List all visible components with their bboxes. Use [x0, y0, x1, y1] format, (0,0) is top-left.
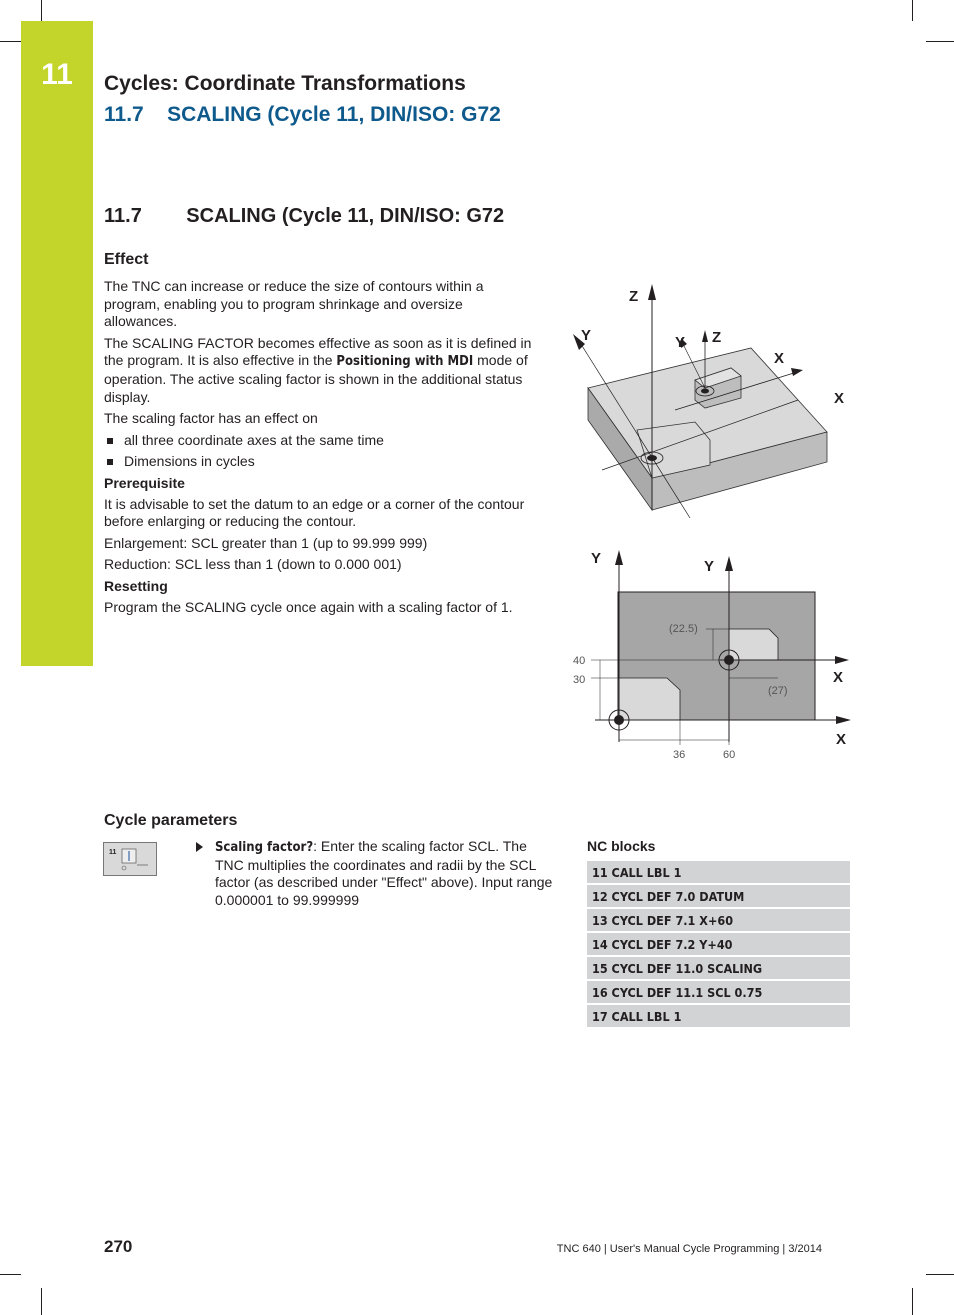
nc-block-row: [587, 980, 850, 1004]
running-header: [104, 103, 501, 127]
dimension-label: 36: [673, 749, 686, 761]
dimension-label: 40: [573, 655, 586, 667]
chapter-tab: [21, 21, 93, 666]
section-number: 11.7: [104, 205, 142, 227]
dimension-label: 60: [723, 749, 736, 761]
parameter-name: Scaling factor?: [215, 840, 314, 855]
effect-body: [104, 278, 534, 620]
crop-mark: [912, 0, 913, 21]
mdi-mode-term: Positioning with MDI: [336, 354, 474, 370]
nc-block-row: [587, 1004, 850, 1028]
nc-block: 16 CYCL DEF 11.1 SCL 0.75: [587, 980, 850, 1004]
2d-scaling-diagram: [591, 550, 851, 748]
3d-axis-label: X: [774, 350, 785, 367]
bullet-arrow-icon: [196, 842, 203, 852]
page-number: 270: [104, 1237, 133, 1256]
effect-heading: Effect: [104, 251, 149, 268]
crop-mark: [41, 0, 42, 21]
reduction-text: Reduction: SCL less than 1 (down to 0.000 001): [104, 556, 402, 573]
bullet-item: all three coordinate axes at the same time: [104, 432, 534, 450]
effect-paragraph-2-end: mode of operation. The active scaling factor is shown in the additional status display.: [104, 352, 528, 405]
nc-block-row: [587, 861, 850, 884]
running-header-text: SCALING (Cycle 11, DIN/ISO: G72: [167, 103, 501, 126]
nc-block-row: [587, 956, 850, 980]
dimension-label: (22.5): [669, 623, 698, 635]
crop-mark: [41, 1288, 42, 1315]
3d-axis-label: X: [834, 390, 845, 407]
scaling-factor-parameter: [196, 838, 556, 909]
3d-block-drawing: [573, 284, 844, 518]
nc-block: 12 CYCL DEF 7.0 DATUM: [587, 884, 850, 908]
2d-axis-label: Y: [704, 558, 715, 575]
scaling-icon: [104, 843, 156, 875]
3d-axis-label: Y: [581, 327, 592, 344]
crop-mark: [0, 1274, 21, 1275]
2d-axis-label: Y: [591, 550, 602, 567]
crop-mark: [912, 1288, 913, 1315]
nc-block-row: [587, 908, 850, 932]
bullet-item: Dimensions in cycles: [104, 453, 534, 471]
nc-block: 14 CYCL DEF 7.2 Y+40: [587, 932, 850, 956]
effect-paragraph-3: The scaling factor has an effect on: [104, 410, 318, 427]
nc-block: 11 CALL LBL 1: [587, 861, 850, 884]
parameter-description: : Enter the scaling factor SCL. The TNC multiplies the coordinates and radii by the SCL factor (as described under "Effect" above). Input range 0.000001 to 99.999999: [215, 838, 553, 908]
nc-block: 17 CALL LBL 1: [587, 1004, 850, 1028]
footer-text: TNC 640 | User's Manual Cycle Programming | 3/2014: [556, 1243, 822, 1255]
nc-blocks-table: [587, 861, 850, 1029]
resetting-heading: Resetting: [104, 577, 168, 594]
chapter-title: Cycles: Coordinate Transformations: [104, 72, 466, 95]
effect-paragraph-2: [104, 335, 534, 406]
effect-paragraph-1: The TNC can increase or reduce the size of contours within a program, enabling you to program shrinkage and oversize allowances.: [104, 278, 484, 330]
section-title-text: SCALING (Cycle 11, DIN/ISO: G72: [186, 205, 505, 227]
scaling-figure: [565, 280, 855, 770]
3d-axis-label: Y: [675, 334, 686, 351]
nc-block: 13 CYCL DEF 7.1 X+60: [587, 908, 850, 932]
crop-mark: [926, 1274, 954, 1275]
softkey-label: 11: [109, 849, 117, 856]
dimension-label: 30: [573, 674, 586, 686]
prerequisite-heading: Prerequisite: [104, 474, 185, 491]
3d-axis-label: Z: [712, 329, 722, 346]
effect-paragraph-2-start: The SCALING FACTOR becomes effective as soon as it is defined in the program. It is also effective in the: [104, 334, 532, 369]
2d-axis-label: X: [833, 669, 844, 686]
prerequisite-text: It is advisable to set the datum to an edge or a corner of the contour before enlarging or reducing the contour.: [104, 495, 525, 530]
resetting-text: Program the SCALING cycle once again with a scaling factor of 1.: [104, 598, 513, 615]
nc-block: 15 CYCL DEF 11.0 SCALING: [587, 956, 850, 980]
3d-axis-label: Z: [629, 288, 639, 305]
nc-block-row: [587, 884, 850, 908]
nc-block-row: [587, 932, 850, 956]
chapter-number: 11: [41, 58, 73, 91]
2d-axis-label: X: [836, 731, 847, 748]
dimension-label: (27): [768, 685, 788, 697]
cycle-parameters-heading: Cycle parameters: [104, 812, 238, 829]
enlargement-text: Enlargement: SCL greater than 1 (up to 99.999 999): [104, 534, 428, 551]
section-title: [104, 205, 504, 228]
cycle-11-softkey[interactable]: [103, 842, 157, 876]
nc-blocks-heading: NC blocks: [587, 838, 656, 854]
crop-mark: [0, 41, 21, 42]
running-header-number: 11.7: [104, 103, 144, 126]
crop-mark: [926, 41, 954, 42]
